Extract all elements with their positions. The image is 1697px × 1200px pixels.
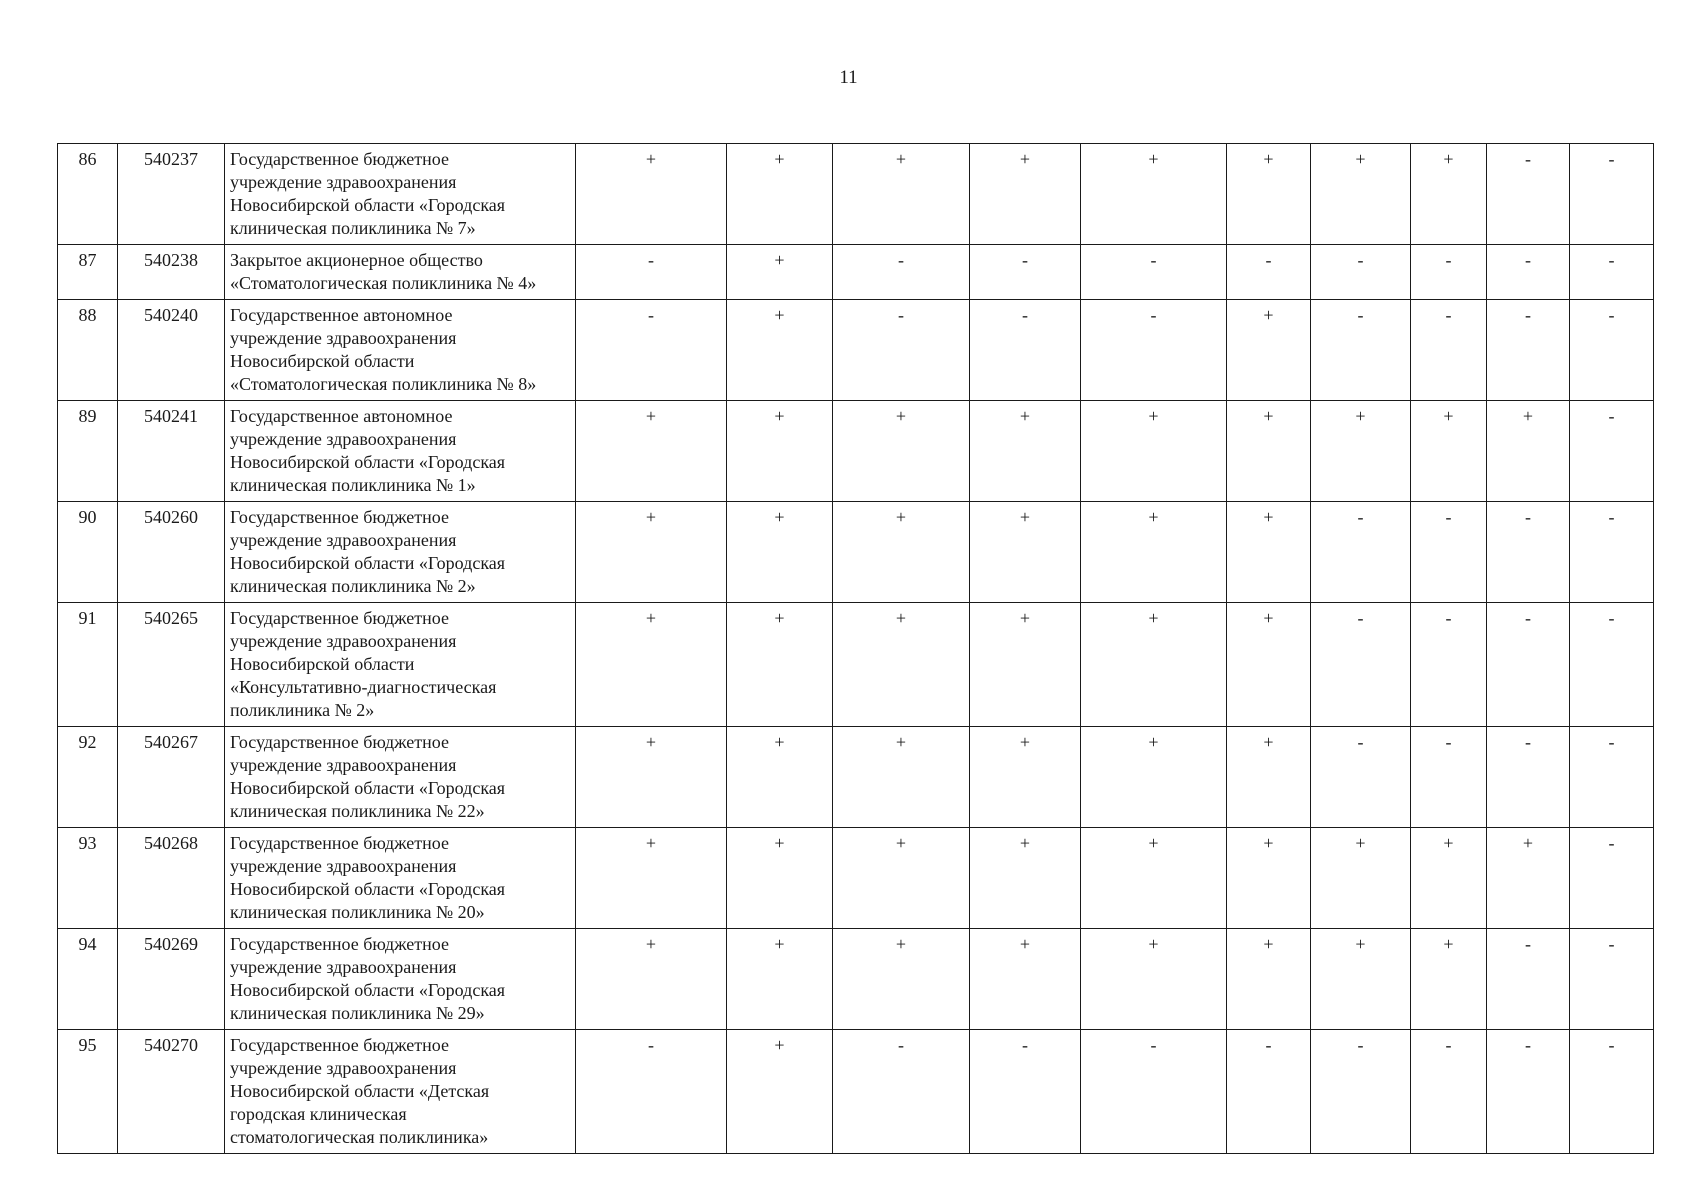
organization-name-line: Государственное автономное <box>230 305 453 325</box>
medical-organizations-table <box>57 143 1654 1154</box>
mark-cell: + <box>1227 603 1311 727</box>
mark-cell: - <box>1411 502 1487 603</box>
mark-cell: + <box>1487 401 1570 502</box>
organization-name-line: учреждение здравоохранения <box>230 328 457 348</box>
table-row <box>58 727 1654 828</box>
mark-cell: + <box>833 828 970 929</box>
mark-cell: + <box>727 727 833 828</box>
mark-cell: - <box>1411 727 1487 828</box>
organization-code-cell: 540269 <box>118 929 225 1030</box>
row-number-cell: 86 <box>58 144 118 245</box>
row-number-cell: 93 <box>58 828 118 929</box>
organization-name-line: Новосибирской области «Городская <box>230 195 506 215</box>
organization-name-cell <box>225 144 576 245</box>
table-row <box>58 828 1654 929</box>
mark-cell: - <box>1570 727 1654 828</box>
organization-name-line: поликлиника № 2» <box>230 700 375 720</box>
mark-cell: + <box>1081 727 1227 828</box>
mark-cell: + <box>1081 401 1227 502</box>
mark-cell: + <box>727 245 833 300</box>
mark-cell: + <box>727 603 833 727</box>
organization-name-line: Новосибирской области «Городская <box>230 879 506 899</box>
organization-name-cell <box>225 401 576 502</box>
mark-cell: + <box>833 727 970 828</box>
row-number-cell: 88 <box>58 300 118 401</box>
organization-name-line: «Консультативно-диагностическая <box>230 677 497 697</box>
mark-cell: - <box>970 245 1081 300</box>
mark-cell: - <box>1570 603 1654 727</box>
table-row <box>58 603 1654 727</box>
table-body <box>58 144 1654 1154</box>
mark-cell: + <box>576 828 727 929</box>
organization-name-line: Государственное бюджетное <box>230 934 449 954</box>
mark-cell: + <box>833 603 970 727</box>
mark-cell: - <box>1570 929 1654 1030</box>
organization-code-cell: 540260 <box>118 502 225 603</box>
mark-cell: - <box>1411 300 1487 401</box>
table-row <box>58 144 1654 245</box>
organization-name-line: учреждение здравоохранения <box>230 856 457 876</box>
organization-name-line: клиническая поликлиника № 1» <box>230 475 476 495</box>
mark-cell: - <box>1411 603 1487 727</box>
mark-cell: - <box>970 300 1081 401</box>
mark-cell: + <box>970 144 1081 245</box>
row-number-cell: 91 <box>58 603 118 727</box>
mark-cell: + <box>1081 603 1227 727</box>
organization-code-cell: 540268 <box>118 828 225 929</box>
mark-cell: - <box>1311 502 1411 603</box>
mark-cell: - <box>1311 300 1411 401</box>
mark-cell: - <box>1311 603 1411 727</box>
row-number-cell: 92 <box>58 727 118 828</box>
mark-cell: + <box>727 828 833 929</box>
mark-cell: + <box>727 1030 833 1154</box>
organization-name-line: Новосибирской области <box>230 654 415 674</box>
row-number-cell: 87 <box>58 245 118 300</box>
mark-cell: + <box>1227 828 1311 929</box>
organization-name-line: Государственное автономное <box>230 406 453 426</box>
mark-cell: + <box>1227 401 1311 502</box>
mark-cell: - <box>576 1030 727 1154</box>
organization-name-line: клиническая поликлиника № 22» <box>230 801 485 821</box>
organization-name-cell <box>225 245 576 300</box>
table-row <box>58 929 1654 1030</box>
mark-cell: + <box>1411 828 1487 929</box>
organization-name-line: Новосибирской области «Городская <box>230 980 506 1000</box>
mark-cell: - <box>1411 245 1487 300</box>
organization-code-cell: 540267 <box>118 727 225 828</box>
mark-cell: - <box>1311 245 1411 300</box>
organization-name-line: Новосибирской области «Городская <box>230 778 506 798</box>
organization-name-line: городская клиническая <box>230 1104 407 1124</box>
organization-name-cell <box>225 828 576 929</box>
organization-name-line: Государственное бюджетное <box>230 833 449 853</box>
mark-cell: + <box>833 401 970 502</box>
organization-name-cell <box>225 300 576 401</box>
organization-name-line: учреждение здравоохранения <box>230 172 457 192</box>
organization-name-line: «Стоматологическая поликлиника № 8» <box>230 374 537 394</box>
mark-cell: - <box>1570 401 1654 502</box>
mark-cell: + <box>576 929 727 1030</box>
mark-cell: - <box>1081 245 1227 300</box>
mark-cell: + <box>1227 144 1311 245</box>
mark-cell: - <box>576 245 727 300</box>
organization-code-cell: 540237 <box>118 144 225 245</box>
organization-name-cell <box>225 727 576 828</box>
organization-name-line: учреждение здравоохранения <box>230 957 457 977</box>
organization-name-line: учреждение здравоохранения <box>230 631 457 651</box>
mark-cell: + <box>1227 300 1311 401</box>
organization-name-line: клиническая поликлиника № 29» <box>230 1003 485 1023</box>
mark-cell: + <box>727 929 833 1030</box>
mark-cell: + <box>1081 929 1227 1030</box>
mark-cell: + <box>1081 144 1227 245</box>
mark-cell: - <box>1487 144 1570 245</box>
organization-name-line: клиническая поликлиника № 7» <box>230 218 476 238</box>
organization-name-line: Закрытое акционерное общество <box>230 250 483 270</box>
mark-cell: + <box>1487 828 1570 929</box>
organization-name-line: Государственное бюджетное <box>230 507 449 527</box>
organization-name-line: Государственное бюджетное <box>230 732 449 752</box>
mark-cell: - <box>1487 300 1570 401</box>
mark-cell: + <box>970 401 1081 502</box>
mark-cell: - <box>833 245 970 300</box>
mark-cell: - <box>1487 603 1570 727</box>
mark-cell: + <box>970 603 1081 727</box>
mark-cell: + <box>970 727 1081 828</box>
mark-cell: + <box>1227 502 1311 603</box>
mark-cell: + <box>1411 401 1487 502</box>
mark-cell: - <box>576 300 727 401</box>
mark-cell: + <box>1411 929 1487 1030</box>
organization-name-line: Новосибирской области «Детская <box>230 1081 490 1101</box>
mark-cell: + <box>576 401 727 502</box>
organization-name-line: учреждение здравоохранения <box>230 755 457 775</box>
mark-cell: + <box>727 502 833 603</box>
organization-name-line: стоматологическая поликлиника» <box>230 1127 489 1147</box>
organization-name-cell <box>225 1030 576 1154</box>
mark-cell: + <box>833 144 970 245</box>
mark-cell: - <box>1487 245 1570 300</box>
mark-cell: + <box>1311 828 1411 929</box>
mark-cell: - <box>1411 1030 1487 1154</box>
mark-cell: - <box>833 1030 970 1154</box>
mark-cell: + <box>576 502 727 603</box>
organization-name-line: клиническая поликлиника № 2» <box>230 576 476 596</box>
mark-cell: + <box>1227 929 1311 1030</box>
organization-code-cell: 540241 <box>118 401 225 502</box>
mark-cell: - <box>1081 1030 1227 1154</box>
mark-cell: - <box>1487 1030 1570 1154</box>
organization-code-cell: 540238 <box>118 245 225 300</box>
organization-name-line: учреждение здравоохранения <box>230 530 457 550</box>
mark-cell: + <box>576 144 727 245</box>
mark-cell: - <box>970 1030 1081 1154</box>
row-number-cell: 94 <box>58 929 118 1030</box>
mark-cell: + <box>727 300 833 401</box>
mark-cell: + <box>727 401 833 502</box>
table-row <box>58 300 1654 401</box>
mark-cell: + <box>970 502 1081 603</box>
table-row <box>58 401 1654 502</box>
table-row <box>58 502 1654 603</box>
mark-cell: - <box>833 300 970 401</box>
mark-cell: + <box>970 828 1081 929</box>
mark-cell: - <box>1227 1030 1311 1154</box>
row-number-cell: 95 <box>58 1030 118 1154</box>
mark-cell: + <box>1311 929 1411 1030</box>
page-number: 11 <box>839 67 858 88</box>
mark-cell: + <box>1411 144 1487 245</box>
organization-name-line: «Стоматологическая поликлиника № 4» <box>230 273 537 293</box>
organization-name-line: учреждение здравоохранения <box>230 1058 457 1078</box>
organization-name-line: Новосибирской области <box>230 351 415 371</box>
mark-cell: - <box>1227 245 1311 300</box>
mark-cell: + <box>1227 727 1311 828</box>
organization-name-line: Государственное бюджетное <box>230 149 449 169</box>
mark-cell: - <box>1570 1030 1654 1154</box>
mark-cell: + <box>1311 401 1411 502</box>
mark-cell: + <box>970 929 1081 1030</box>
organization-name-line: Государственное бюджетное <box>230 608 449 628</box>
row-number-cell: 90 <box>58 502 118 603</box>
organization-code-cell: 540240 <box>118 300 225 401</box>
organization-name-cell <box>225 929 576 1030</box>
table-row <box>58 1030 1654 1154</box>
organization-name-cell <box>225 603 576 727</box>
mark-cell: - <box>1570 144 1654 245</box>
organization-code-cell: 540270 <box>118 1030 225 1154</box>
mark-cell: + <box>727 144 833 245</box>
organization-name-line: учреждение здравоохранения <box>230 429 457 449</box>
organization-name-line: Государственное бюджетное <box>230 1035 449 1055</box>
table-row <box>58 245 1654 300</box>
mark-cell: + <box>1081 502 1227 603</box>
mark-cell: + <box>833 929 970 1030</box>
mark-cell: + <box>1311 144 1411 245</box>
mark-cell: - <box>1311 727 1411 828</box>
mark-cell: - <box>1570 502 1654 603</box>
mark-cell: - <box>1487 727 1570 828</box>
mark-cell: - <box>1081 300 1227 401</box>
organization-name-line: клиническая поликлиника № 20» <box>230 902 485 922</box>
mark-cell: + <box>576 603 727 727</box>
row-number-cell: 89 <box>58 401 118 502</box>
organization-code-cell: 540265 <box>118 603 225 727</box>
mark-cell: - <box>1570 828 1654 929</box>
mark-cell: + <box>576 727 727 828</box>
mark-cell: - <box>1487 502 1570 603</box>
mark-cell: - <box>1570 300 1654 401</box>
organization-name-line: Новосибирской области «Городская <box>230 553 506 573</box>
organization-name-cell <box>225 502 576 603</box>
mark-cell: - <box>1570 245 1654 300</box>
mark-cell: - <box>1311 1030 1411 1154</box>
mark-cell: + <box>833 502 970 603</box>
organization-name-line: Новосибирской области «Городская <box>230 452 506 472</box>
mark-cell: + <box>1081 828 1227 929</box>
mark-cell: - <box>1487 929 1570 1030</box>
